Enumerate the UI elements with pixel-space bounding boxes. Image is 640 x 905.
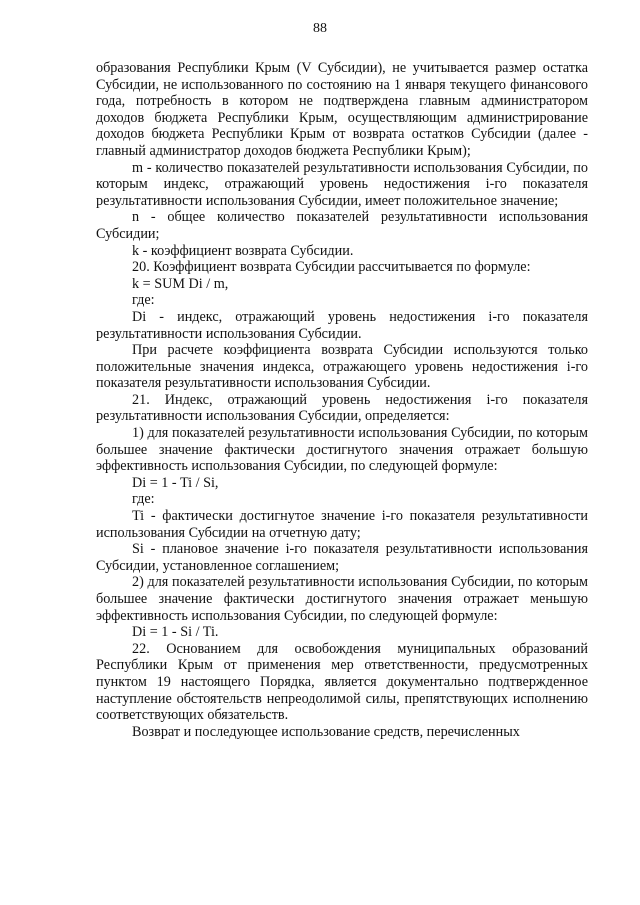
where-label: где: [132,491,155,508]
definition-n: n - общее количество показателей результативности использования Субсидии; [96,209,588,242]
formula-di-2: Di = 1 - Si / Ti. [132,624,219,641]
page-number: 88 [313,21,327,36]
clause-20: 20. Коэффициент возврата Субсидии рассчитывается по формуле: [132,259,531,276]
document-body [96,60,588,740]
where-label: где: [132,292,155,309]
formula-k: k = SUM Di / m, [132,275,229,292]
clause-21: 21. Индекс, отражающий уровень недостижения i-го показателя результативности использования Субсидии, определяется: [96,391,588,425]
definition-ti: Ti - фактически достигнутое значение i-го показателя результативности использования Субсидии на отчетную дату; [96,508,588,541]
paragraph-continuation: образования Республики Крым (V Субсидии), не учитывается размер остатка Субсидии, не использованного по состоянию на 1 января текущего финансового года, потребность в котором не подтверждена главным администратором доходов бюджета Республики Крым, осуществляющим администрирование доходов бюджета Республики Крым от возврата остатков Субсидии (далее - главный администратор доходов бюджета Республики Крым); [96,60,588,159]
clause-21-item-2: 2) для показателей результативности использования Субсидии, по которым большее значение фактически достигнутого значения отражает меньшую эффективность использования Субсидии, по следующей формуле: [96,574,588,624]
definition-k: k - коэффициент возврата Субсидии. [132,242,354,259]
formula-di-1: Di = 1 - Ti / Si, [132,474,219,491]
paragraph-return-funds: Возврат и последующее использование средств, перечисленных [132,723,520,740]
definition-di: Di - индекс, отражающий уровень недостижения i-го показателя результативности использования Субсидии. [96,308,588,342]
clause-22: 22. Основанием для освобождения муниципальных образований Республики Крым от применения мер ответственности, предусмотренных пунктом 19 настоящего Порядка, является документально подтвержденное наступление обстоятельств непреодолимой силы, препятствующих исполнению соответствующих обязательств. [96,640,588,724]
definition-si: Si - плановое значение i-го показателя результативности использования Субсидии, установленное соглашением; [96,541,588,574]
paragraph-positive-values: При расчете коэффициента возврата Субсидии используются только положительные значения индекса, отражающего уровень недостижения i-го показателя результативности использования Субсидии. [96,342,588,392]
clause-21-item-1: 1) для показателей результативности использования Субсидии, по которым большее значение фактически достигнутого значения отражает большую эффективность использования Субсидии, по следующей формуле: [96,425,588,475]
definition-m: m - количество показателей результативности использования Субсидии, по которым индекс, отражающий уровень недостижения i-го показателя результативности использования Субсидии, имеет положительное значение; [96,159,588,209]
